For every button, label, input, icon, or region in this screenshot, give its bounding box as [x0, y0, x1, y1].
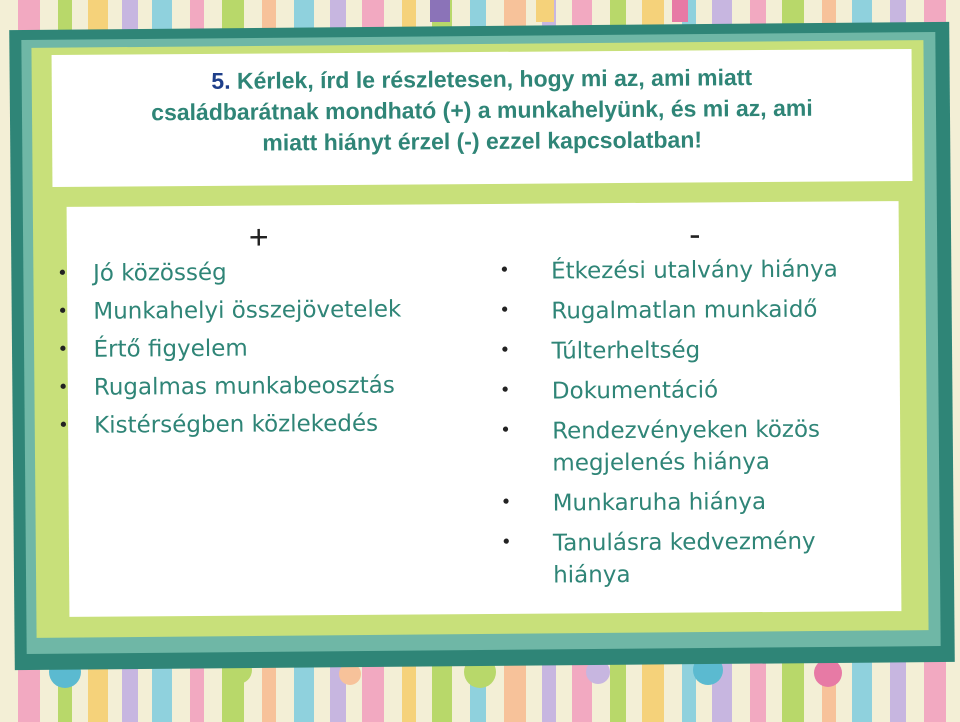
- list-item: • Túlterheltség: [499, 337, 701, 365]
- minus-heading: -: [688, 215, 701, 254]
- plus-heading: +: [248, 218, 269, 257]
- bullet-icon: •: [499, 379, 511, 401]
- list-item: • Rugalmas munkabeosztás: [68, 370, 468, 403]
- bullet-icon: •: [58, 414, 69, 436]
- bullet-icon: •: [500, 491, 512, 513]
- list-item: • Értő figyelem: [67, 332, 467, 365]
- bullet-icon: •: [57, 376, 69, 398]
- question-number: 5.: [211, 67, 231, 94]
- bullet-icon: •: [57, 338, 69, 360]
- list-item: • Dokumentáció: [499, 377, 719, 405]
- bullet-icon: •: [500, 531, 512, 553]
- list-item: • Jó közösség: [67, 256, 467, 289]
- plus-column: [56, 204, 469, 449]
- list-item: • Munkaruha hiánya: [500, 489, 767, 517]
- bullet-icon: •: [57, 300, 69, 322]
- list-item: • Rugalmatlan munkaidő: [499, 296, 818, 325]
- bullet-icon: •: [499, 299, 511, 321]
- plus-list: [56, 256, 468, 441]
- bullet-icon: •: [500, 419, 511, 441]
- answers-box: [56, 201, 902, 617]
- bullet-icon: •: [56, 262, 68, 284]
- minus-list: [498, 253, 895, 592]
- list-item: • Tanulásra kedvezmény hiánya: [500, 528, 816, 589]
- question-line-2: családbarátnak mondható (+) a munkahelyünk, és mi az, ami: [151, 94, 813, 126]
- question-title: [72, 61, 893, 160]
- question-line-1: Kérlek, írd le részletesen, hogy mi az, ami miatt: [236, 64, 753, 94]
- list-item: • Étkezési utalvány hiánya: [498, 256, 838, 285]
- list-item: • Rendezvényeken közös megjelenés hiánya: [500, 416, 821, 477]
- list-item: • Munkahelyi összejövetelek: [67, 294, 467, 327]
- question-line-3: miatt hiányt érzel (-) ezzel kapcsolatban!: [262, 126, 703, 156]
- bullet-icon: •: [499, 339, 511, 361]
- question-title-box: [52, 49, 913, 187]
- list-item: • Kistérségben közlekedés: [68, 408, 468, 441]
- bullet-icon: •: [498, 259, 510, 281]
- minus-column: [498, 201, 896, 600]
